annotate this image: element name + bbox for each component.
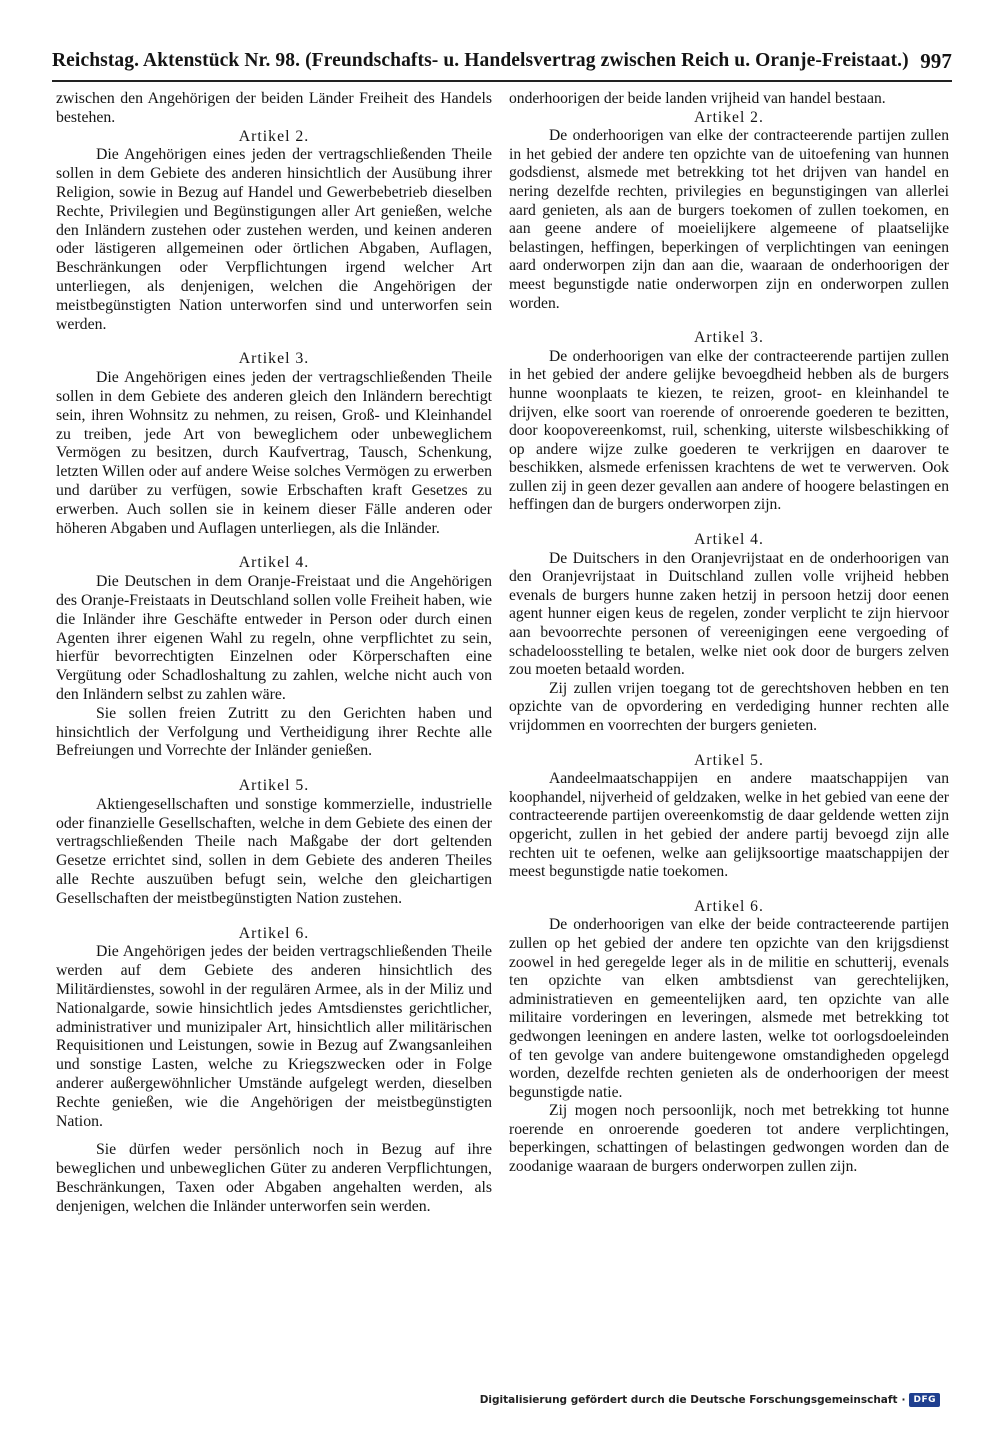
dutch-article-4 [509, 531, 949, 736]
article-title: Artikel 3. [238, 350, 310, 368]
page-number: 997 [920, 49, 952, 73]
article-paragraph: Die Angehörigen jedes der beiden vertragschließenden Theile werden auf dem Gebiete des anderen hinsichtlich des Militärdienstes, sowohl in der regulären Armee, als in der Miliz und Nationalgarde, sowie hinsichtlich jedes Amtsdienstes gerichtlicher, administrativer und munizipaler Art, hinsichtlich aller militärischen Requisitionen und Leistungen, sowie in Bezug auf Zwangsanleihen und sonstige Lasten, welche zu Kriegszwecken oder in Folge anderer außergewöhnlicher Umstände aufgelegt werden, dieselben Rechte genießen, wie die Angehörigen der meistbegünstigten Nation. [56, 943, 492, 1130]
article-paragraph: Die Deutschen in dem Oranje-Freistaat und die Angehörigen des Oranje-Freistaats in Deutschland sollen volle Freiheit haben, wie die Inländer ihre Geschäfte entweder in Person oder durch einen Agenten ihrer eigenen Wahl zu regeln, ohne verpflichtet zu sein, hierfür bevorrechtigten Einzelnen oder Körperschaften eine Vergütung oder Schadloshaltung zu zahlen, welche nicht auch von den Inländern selbst zu zahlen wäre. [56, 573, 492, 703]
article-paragraph: Zij mogen noch persoonlijk, noch met betrekking tot hunne roerende en onroerende goederen tot andere verplichtingen, beperkingen, schattingen of belastingen gedwongen worden dan de zoodanige waaraan de burgers onderworpen zullen zijn. [509, 1102, 949, 1176]
article-title: Artikel 5. [238, 777, 310, 795]
article-paragraph: Sie sollen freien Zutritt zu den Gerichten haben und hinsichtlich der Verfolgung und Vertheidigung ihrer Rechte alle Befreiungen und Vorrechte der Inländer genießen. [56, 704, 492, 760]
german-article-5 [56, 777, 492, 909]
header-title: Reichstag. Aktenstück Nr. 98. (Freundschafts- u. Handelsvertrag zwischen Reich u. Oranje-Freistaat.) [52, 50, 909, 71]
article-paragraph: Aandeelmaatschappijen en andere maatschappijen van koophandel, nijverheid of geldzaken, welke in het gebied van eene der contracteerende partijen overeenkomstig de daar geldende wetten zijn opgericht, zullen in het gebied der andere partij bevoegd zijn alle rechten uit te oefenen, welke aan gelijksoortige maatschappijen der meest begunstigde natie toekomen. [509, 770, 949, 881]
article-title: Artikel 6. [238, 924, 310, 942]
footer-text: Digitalisierung gefördert durch die Deutsche Forschungsgemeinschaft [479, 1394, 898, 1406]
article-paragraph: De onderhoorigen van elke der contracteerende partijen zullen in het gebied der andere ten opzichte van de uitoefening van hunnen godsdienst, alsmede met betrekking tot het drijven van handel en nering dezelfde rechten, privilegies en begunstigingen van allerlei aard genieten, als aan de burgers toekomen of zullen toekomen, en aan geene andere of moeielijkere algemeene of plaatselijke belastingen, heffingen, beperkingen of verplichtingen van eeningen aard onderworpen zijn dan aan die, waaraan de onderhoorigen der meest begunstigde natie onderworpen zijn en onderworpen zullen worden. [509, 127, 949, 312]
german-article-6 [56, 925, 492, 1217]
dfg-logo-icon: DFG [909, 1393, 940, 1407]
article-title: Artikel 3. [694, 329, 764, 347]
dutch-article-5 [509, 752, 949, 882]
german-column [56, 90, 492, 1217]
article-title: Artikel 6. [694, 897, 764, 915]
article-paragraph: Die Angehörigen eines jeden der vertragschließenden Theile sollen in dem Gebiete des anderen hinsichtlich der Ausübung ihrer Religion, sowie in Bezug auf Handel und Gewerbebetrieb dieselben Rechte, Privilegien und Begünstigungen aller Art genießen, welche den Inländern zustehen oder zustehen werden, und keinen anderen oder lästigeren allgemeinen oder örtlichen Abgaben, Auflagen, Beschränkungen oder Verpflichtungen irgend welcher Art unterliegen, als denjenigen, welchen die Angehörigen der meistbegünstigten Nation unterworfen sind und unterworfen sein werden. [56, 146, 492, 333]
german-article-3 [56, 350, 492, 538]
dutch-intro: onderhoorigen der beide landen vrijheid van handel bestaan. [509, 90, 886, 107]
german-article-4 [56, 554, 492, 761]
article-title: Artikel 4. [238, 554, 310, 572]
dutch-article-6 [509, 898, 949, 1177]
digitization-credit: Digitalisierung gefördert durch die Deutsche Forschungsgemeinschaft · DFG [480, 1393, 940, 1407]
running-header [52, 46, 952, 80]
article-title: Artikel 4. [694, 531, 764, 549]
article-title: Artikel 2. [238, 127, 310, 145]
german-intro: zwischen den Angehörigen der beiden Länder Freiheit des Handels bestehen. [56, 90, 492, 126]
dutch-article-3 [509, 329, 949, 515]
article-paragraph: Die Angehörigen eines jeden der vertragschließenden Theile sollen in dem Gebiete des anderen gleich den Inländern berechtigt sein, ihren Wohnsitz zu nehmen, zu reisen, Groß- und Kleinhandel zu treiben, jede Art von beweglichem oder unbeweglichem Vermögen zu besitzen, durch Kaufvertrag, Tausch, Schenkung, letzten Willen oder auf andere Weise solches Vermögen zu erwerben und darüber zu verfügen, sowie Erbschaften kraft Gesetzes zu erwerben. Auch sollen sie in keinem dieser Fälle anderen oder höheren Abgaben und Auflagen unterliegen, als die Inländer. [56, 369, 492, 537]
article-paragraph: De onderhoorigen van elke der contracteerende partijen zullen in het gebied der andere gelijke bevoegdheid hebben als de burgers hunne woonplaats te kiezen, te reizen, groot- en kleinhandel te drijven, elke soort van roerende of onroerende goederen te bezitten, door koopovereenkomst, ruil, schenking, uiterste wilsbeschikking of op andere wijze zulke goederen te verkrijgen en daarover te beschikken, alsmede erfenissen krachtens de wet te verwerven. Ook zullen zij in geen dezer gevallen aan andere of hoogere belastingen en heffingen dan de burgers onderworpen zijn. [509, 347, 949, 514]
german-article-2 [56, 128, 492, 335]
article-title: Artikel 2. [694, 108, 764, 126]
article-paragraph: Sie dürfen weder persönlich noch in Bezug auf ihre beweglichen und unbeweglichen Güter zu anderen Verpflichtungen, Beschränkungen, Taxen oder Abgaben angehalten werden, als denjenigen, welchen die Inländer unterworfen sein werden. [56, 1141, 492, 1215]
dutch-article-2 [509, 109, 949, 314]
article-title: Artikel 5. [694, 751, 764, 769]
header-rule [52, 80, 952, 82]
article-paragraph: Aktiengesellschaften und sonstige kommerzielle, industrielle oder finanzielle Gesellschaften, welche in dem Gebiete des einen der vertragschließenden Theile nach Maßgabe der dort geltenden Gesetze errichtet sind, sollen in dem Gebiete des anderen Theiles alle Rechte auszuüben befugt sein, welche den gleichartigen Gesellschaften der meistbegünstigten Nation zustehen. [56, 795, 492, 907]
article-paragraph: De onderhoorigen van elke der beide contracteerende partijen zullen op het gebied der andere ten opzichte van den krijgsdienst zoowel in hed geregelde leger als in de militie en schutterij, evenals ten opzichte van elken ambtsdienst van gerechtelijken, administratieven en gemeentelijken aard, ten opzichte van alle militaire vorderingen en leveringen, alsmede met betrekking tot gedwongen leeningen en andere lasten, welke tot oorlogsdoeleinden of ten gevolge van andere buitengewone omstandigheden opgelegd worden, dezelfde rechten genieten als de onderhoorigen der meest begunstigde natie. [509, 916, 949, 1101]
article-paragraph: Zij zullen vrijen toegang tot de gerechtshoven hebben en ten opzichte van de opvordering en verdediging hunner rechten alle vrijdommen en voorrechten der burgers genieten. [509, 679, 949, 734]
dutch-column [509, 90, 949, 1177]
article-paragraph: De Duitschers in den Oranjevrijstaat en de onderhoorigen van den Oranjevrijstaat in Duitschland zullen volle vrijheid hebben evenals de burgers hunne zaken hetzij in persoon hetzij door eenen agent hunner eigen keus de regelen, zonder verplicht te zijn hiervoor aan bevoorrechte personen of vereenigingen eene vergoeding of schadeloosstelling te betalen, welke niet ook door de burgers zelven zou moeten betaald worden. [509, 549, 949, 679]
